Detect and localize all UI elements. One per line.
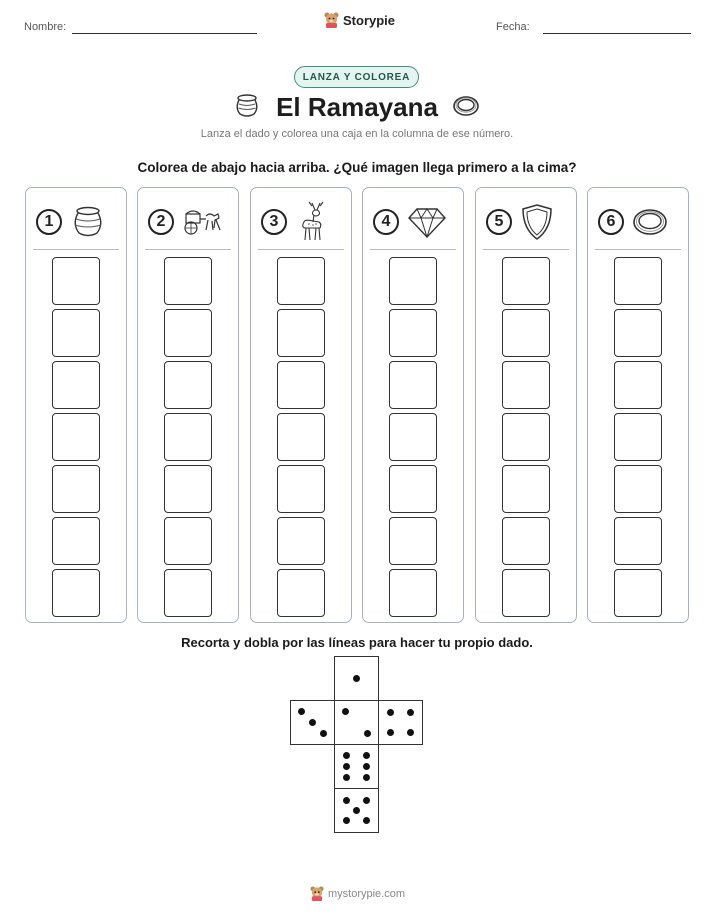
pot-icon [70,205,106,239]
color-box[interactable] [52,361,100,409]
die-face-6 [334,744,379,789]
die-pip [298,708,305,715]
die-face-5 [334,788,379,833]
column-1 [25,187,127,623]
color-box[interactable] [389,517,437,565]
color-box[interactable] [389,257,437,305]
color-box[interactable] [502,361,550,409]
color-box[interactable] [164,517,212,565]
die-pip [363,752,370,759]
die-face-2 [334,700,379,745]
color-box[interactable] [502,465,550,513]
column-3 [250,187,352,623]
die-pip [387,709,394,716]
diamond-icon [407,205,447,239]
storypie-bear-icon [310,886,324,901]
name-label: Nombre: [24,21,67,33]
die-pip [343,817,350,824]
color-box[interactable] [502,569,550,617]
column-number: 5 [486,209,512,235]
instruction-text: Colorea de abajo hacia arriba. ¿Qué imagen llega primero a la cima? [137,160,577,175]
deer-icon [295,200,329,244]
page-title: El Ramayana [276,92,438,122]
color-box[interactable] [389,361,437,409]
color-box[interactable] [502,309,550,357]
color-box[interactable] [164,569,212,617]
shield-icon [520,203,554,241]
color-box[interactable] [52,257,100,305]
brand-logo [324,12,395,28]
color-box[interactable] [277,465,325,513]
color-box[interactable] [614,257,662,305]
die-pip [407,729,414,736]
color-box[interactable] [389,569,437,617]
cut-instruction: Recorta y dobla por las líneas para hacer tu propio dado. [181,635,533,650]
die-pip [363,774,370,781]
chariot-icon [182,206,224,238]
die-pip [309,719,316,726]
die-pip [363,797,370,804]
storypie-bear-icon [324,12,339,28]
die-pip [343,797,350,804]
color-box[interactable] [614,413,662,461]
color-box[interactable] [614,569,662,617]
column-5 [475,187,577,623]
brand-name: Storypie [343,12,396,28]
column-divider [595,249,681,250]
footer-url[interactable]: mystorypie.com [328,887,406,900]
color-box[interactable] [52,413,100,461]
color-box[interactable] [389,309,437,357]
color-box[interactable] [277,257,325,305]
column-number: 6 [598,209,624,235]
die-pip [363,763,370,770]
color-box[interactable] [52,517,100,565]
activity-badge: LANZA Y COLOREA [294,66,419,88]
column-6 [587,187,689,623]
color-box[interactable] [277,569,325,617]
column-divider [33,249,119,250]
color-box[interactable] [277,413,325,461]
color-box[interactable] [277,309,325,357]
column-2 [137,187,239,623]
page-subtitle: Lanza el dado y colorea una caja en la columna de ese número. [200,128,514,140]
die-pip [364,730,371,737]
color-box[interactable] [52,465,100,513]
color-box[interactable] [164,257,212,305]
color-box[interactable] [389,413,437,461]
die-pip [343,774,350,781]
color-box[interactable] [502,257,550,305]
color-box[interactable] [277,517,325,565]
column-number: 2 [148,209,174,235]
die-face-3 [290,700,335,745]
die-pip [353,807,360,814]
die-pip [343,752,350,759]
column-number: 4 [373,209,399,235]
color-box[interactable] [164,465,212,513]
column-number: 1 [36,209,62,235]
color-box[interactable] [614,361,662,409]
date-label: Fecha: [496,21,530,33]
die-pip [363,817,370,824]
die-face-4 [378,700,423,745]
die-pip [342,708,349,715]
column-number: 3 [261,209,287,235]
column-4 [362,187,464,623]
ring-icon [452,93,480,119]
color-box[interactable] [277,361,325,409]
color-box[interactable] [164,413,212,461]
date-line[interactable] [543,33,691,34]
footer [310,886,405,901]
die-pip [353,675,360,682]
die-pip [387,729,394,736]
die-face-1 [334,656,379,701]
column-divider [370,249,456,250]
name-line[interactable] [72,33,257,34]
color-box[interactable] [614,465,662,513]
color-box[interactable] [614,309,662,357]
color-box[interactable] [502,413,550,461]
column-divider [145,249,231,250]
column-divider [258,249,344,250]
color-box[interactable] [52,309,100,357]
column-divider [483,249,569,250]
color-box[interactable] [164,361,212,409]
color-box[interactable] [164,309,212,357]
die-pip [320,730,327,737]
color-box[interactable] [52,569,100,617]
color-box[interactable] [502,517,550,565]
die-pip [407,709,414,716]
color-box[interactable] [389,465,437,513]
color-box[interactable] [614,517,662,565]
ring-icon [632,207,668,237]
die-pip [343,763,350,770]
